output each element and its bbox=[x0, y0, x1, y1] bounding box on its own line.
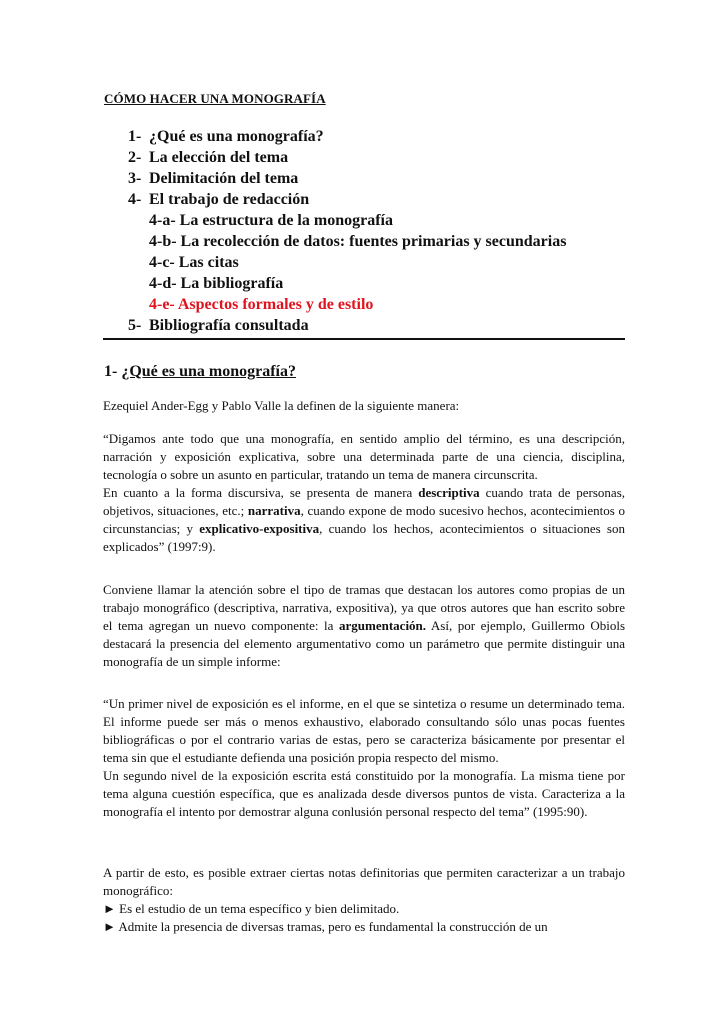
text-run: , cuando expone de modo sucesivo hechos, acontecimientos o circunstancias; y bbox=[103, 503, 625, 536]
quote-paragraph: “Digamos ante todo que una monografía, en sentido amplio del término, es una descripción, narración y exposición explicativa, sobre una determinada parte de una ciencia, disciplina, tecnología o sobre un asunto en particular, tratando un tema de manera circunscrita. bbox=[103, 431, 625, 482]
toc-item bbox=[0, 126, 728, 147]
text-run: , cuando los hechos, acontecimientos o situaciones son explicados” (1997:9). bbox=[103, 521, 625, 554]
toc-item-number: 5- bbox=[128, 317, 142, 334]
bold-term: narrativa bbox=[247, 503, 301, 518]
section-title: ¿Qué es una monografía? bbox=[121, 363, 296, 380]
toc-item-number: 1- bbox=[128, 128, 142, 145]
toc-subitem-text: 4-a- La estructura de la monografía bbox=[149, 212, 393, 229]
toc-subitem bbox=[0, 273, 728, 294]
text-run: cuando trata de personas, objetivos, situaciones, etc.; bbox=[103, 485, 626, 518]
quote-paragraph: Un segundo nivel de la exposición escrita está constituido por la monografía. La misma tiene por tema alguna cuestión específica, que es analizada desde diversos puntos de vista. Caracteriza a la monografía el intento por demostrar alguna conlusión personal respecto del tema” (1995:90). bbox=[103, 768, 625, 819]
toc-subitem-text: 4-d- La bibliografía bbox=[149, 275, 284, 292]
toc-subitem-text: 4-c- Las citas bbox=[149, 254, 239, 271]
body-paragraph bbox=[103, 581, 625, 671]
list-item bbox=[103, 918, 625, 936]
document-title: CÓMO HACER UNA MONOGRAFÍA bbox=[104, 91, 326, 106]
quote-block-2 bbox=[103, 695, 625, 821]
bold-term: argumentación. bbox=[339, 618, 427, 633]
bullet-list bbox=[103, 900, 625, 936]
toc-item bbox=[0, 315, 728, 336]
toc-subitem bbox=[0, 210, 728, 231]
text-run: En cuanto a la forma discursiva, se presenta de manera bbox=[103, 485, 419, 500]
toc-item bbox=[0, 147, 728, 168]
intro-paragraph: Ezequiel Ander-Egg y Pablo Valle la definen de la siguiente manera: bbox=[103, 398, 460, 413]
quote-paragraph: “Un primer nivel de exposición es el informe, en el que se sintetiza o resume un determinado tema. El informe puede ser más o menos exhaustivo, elaborado consultando sólo unas pocas fuentes bibliográficas o por el contrario varias de estas, pero se caracteriza básicamente por presentar el tema sin que el estudiante defienda una posición propia respecto del mismo. bbox=[103, 696, 625, 765]
quote-paragraph bbox=[103, 484, 625, 556]
toc-item-number: 4- bbox=[128, 191, 142, 208]
toc-subitem-highlighted bbox=[0, 294, 728, 315]
toc-item bbox=[0, 168, 728, 189]
toc-subitem bbox=[0, 231, 728, 252]
triangle-right-icon: ► bbox=[103, 901, 116, 916]
bold-term: descriptiva bbox=[418, 485, 480, 500]
list-item bbox=[103, 900, 625, 918]
toc-item-number: 2- bbox=[128, 149, 142, 166]
table-of-contents bbox=[0, 126, 728, 336]
horizontal-divider bbox=[103, 338, 625, 340]
text-run: Así, por ejemplo, Guillermo Obiols destacará la presencia del elemento argumentativo como un parámetro que permite distinguir una monografía de un simple informe: bbox=[103, 618, 625, 669]
toc-item bbox=[0, 189, 728, 210]
toc-subitem bbox=[0, 252, 728, 273]
section-heading bbox=[104, 363, 296, 381]
toc-subitem-text: 4-e- Aspectos formales y de estilo bbox=[149, 296, 374, 313]
quote-block-1 bbox=[103, 430, 625, 556]
toc-item-text: Delimitación del tema bbox=[149, 170, 299, 187]
toc-item-text: ¿Qué es una monografía? bbox=[149, 128, 324, 145]
toc-item-text: La elección del tema bbox=[149, 149, 289, 166]
toc-item-text: Bibliografía consultada bbox=[149, 317, 309, 334]
list-item-text: Es el estudio de un tema específico y bien delimitado. bbox=[119, 901, 400, 916]
body-paragraph: A partir de esto, es posible extraer ciertas notas definitorias que permiten caracterizar a un trabajo monográfico: bbox=[103, 865, 625, 898]
toc-subitem-text: 4-b- La recolección de datos: fuentes primarias y secundarias bbox=[149, 233, 567, 250]
list-item-text: Admite la presencia de diversas tramas, pero es fundamental la construcción de un bbox=[118, 919, 548, 934]
bold-term: explicativo-expositiva bbox=[199, 521, 320, 536]
toc-item-text: El trabajo de redacción bbox=[149, 191, 310, 208]
triangle-right-icon: ► bbox=[103, 919, 116, 934]
toc-item-number: 3- bbox=[128, 170, 142, 187]
section-number: 1- bbox=[104, 363, 118, 380]
text-run: Conviene llamar la atención sobre el tipo de tramas que destacan los autores como propias de un trabajo monográfico (descriptiva, narrativa, expositiva), ya que otros autores que han escrito sobre el tema agregan un nuevo componente: la bbox=[103, 582, 625, 633]
